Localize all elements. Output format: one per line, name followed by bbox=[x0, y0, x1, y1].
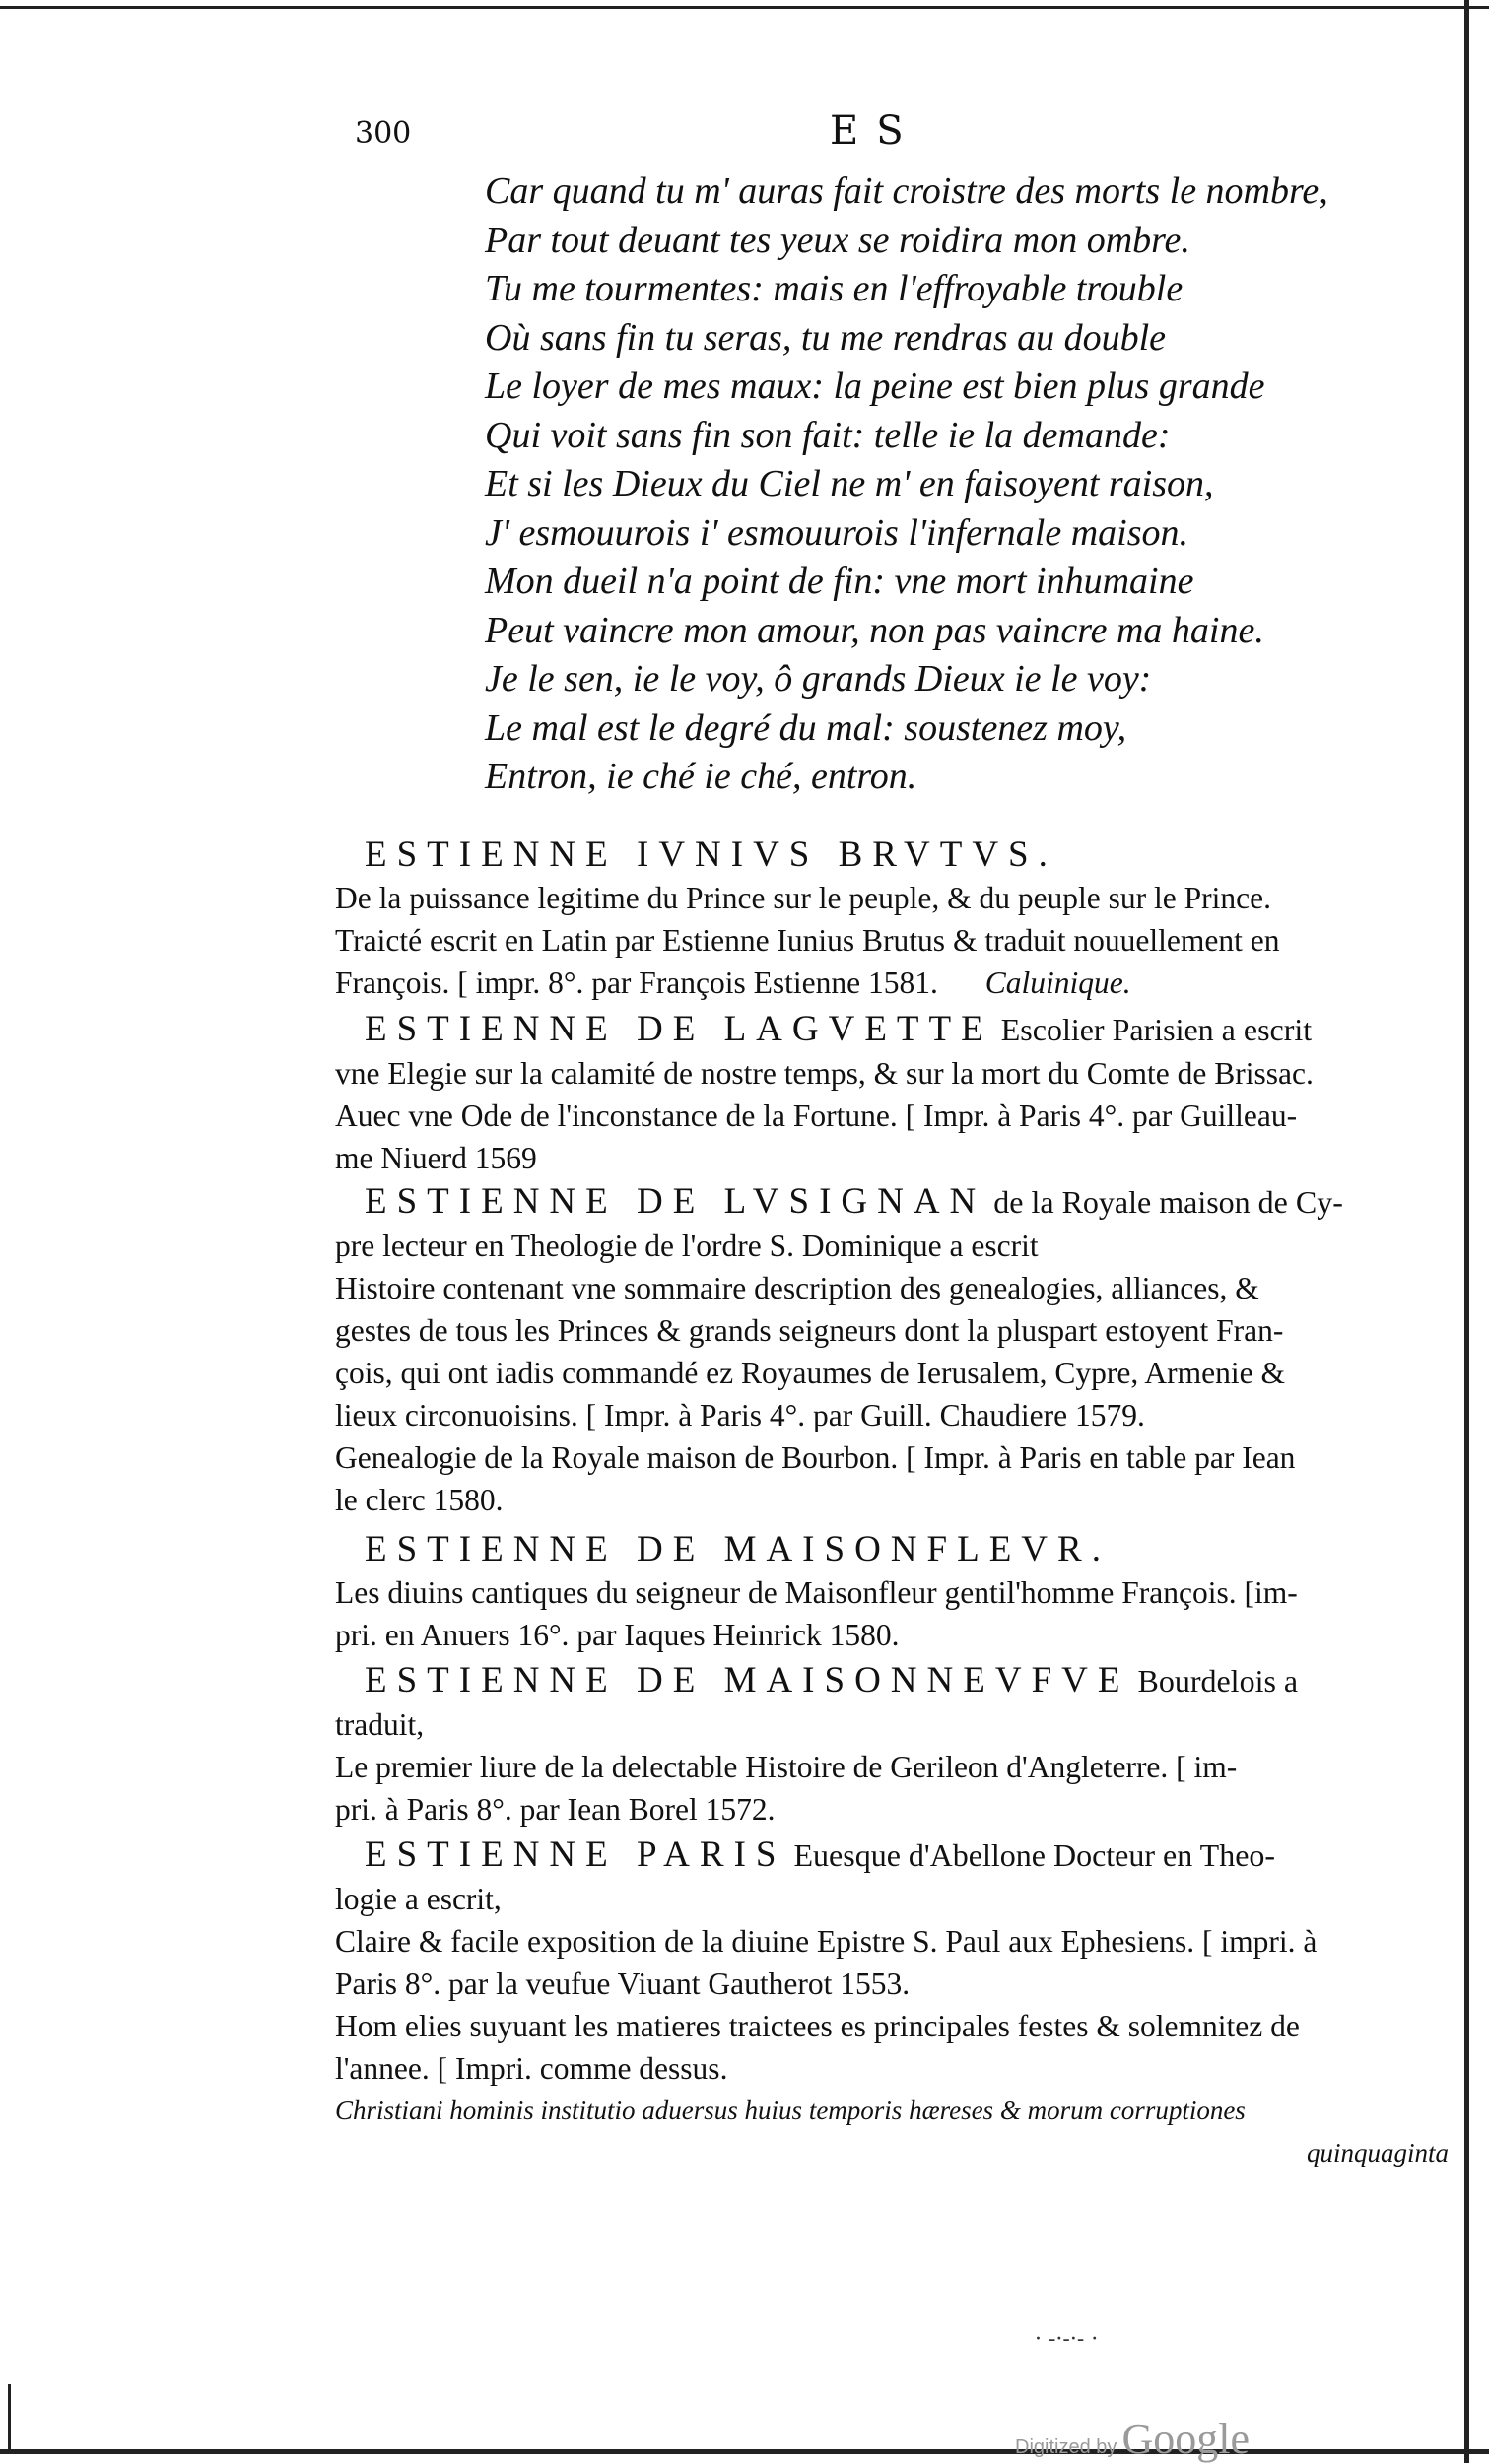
entry-line: Traicté escrit en Latin par Estienne Iunius Brutus & traduit nouuellement en bbox=[335, 923, 1280, 958]
entry-heading-name: ESTIENNE PARIS bbox=[365, 1834, 786, 1875]
entry-heading-trail: Euesque d'Abellone Docteur en Theo- bbox=[785, 1837, 1276, 1873]
entry-line: pri. à Paris 8°. par Iean Borel 1572. bbox=[335, 1792, 776, 1827]
entry-line: me Niuerd 1569 bbox=[335, 1141, 537, 1175]
entry-heading bbox=[335, 1179, 1458, 1225]
entry-line: Claire & facile exposition de la diuine Epistre S. Paul aux Ephesiens. [ impri. à bbox=[335, 1924, 1318, 1959]
entry-estienne-de-maisonfleur bbox=[335, 1527, 1458, 1656]
entry-estienne-de-lusignan bbox=[335, 1179, 1458, 1521]
watermark-small-text: Digitized by bbox=[1015, 2436, 1117, 2458]
entry-line: l'annee. [ Impri. comme dessus. bbox=[335, 2051, 728, 2086]
verse-line: Je le sen, ie le voy, ô grands Dieux ie le voy: bbox=[485, 658, 1152, 699]
verse-line: Et si les Dieux du Ciel ne m' en faisoyent raison, bbox=[485, 463, 1214, 504]
entry-heading-name: ESTIENNE DE LVSIGNAN bbox=[365, 1181, 986, 1222]
entry-latin-line: Christiani hominis institutio aduersus huius temporis hæreses & morum corruptiones bbox=[335, 2096, 1246, 2125]
entry-estienne-de-laguette bbox=[335, 1007, 1458, 1179]
entry-line: Genealogie de la Royale maison de Bourbon. [ Impr. à Paris en table par Iean bbox=[335, 1440, 1296, 1475]
entry-heading-trail: Escolier Parisien a escrit bbox=[992, 1012, 1313, 1047]
entry-estienne-iunius-brutus bbox=[335, 832, 1458, 1004]
entry-line: Auec vne Ode de l'inconstance de la Fortune. [ Impr. à Paris 4°. par Guilleau- bbox=[335, 1099, 1298, 1133]
entry-heading bbox=[335, 1832, 1458, 1878]
verse-line: Où sans fin tu seras, tu me rendras au double bbox=[485, 316, 1167, 359]
entry-heading-name: ESTIENNE DE MAISONNEVFVE bbox=[365, 1660, 1130, 1700]
entry-heading-trail: Bourdelois a bbox=[1129, 1663, 1299, 1698]
entry-heading bbox=[335, 1007, 1458, 1052]
entry-line: pri. en Anuers 16°. par Iaques Heinrick 1580. bbox=[335, 1618, 900, 1652]
verse-line: Qui voit sans fin son fait: telle ie la demande: bbox=[485, 414, 1171, 456]
entry-heading-trail: de la Royale maison de Cy- bbox=[985, 1184, 1343, 1220]
page-number: 300 bbox=[355, 116, 412, 151]
page-border-right bbox=[1464, 0, 1469, 2463]
entry-latin-line: quinquaginta bbox=[1306, 2138, 1449, 2167]
poem-verse bbox=[485, 167, 1328, 802]
entry-line: çois, qui ont iadis commandé ez Royaumes de Ierusalem, Cypre, Armenie & bbox=[335, 1356, 1285, 1390]
entry-estienne-paris bbox=[335, 1832, 1458, 2174]
entry-line: vne Elegie sur la calamité de nostre temps, & sur la mort du Comte de Brissac. bbox=[335, 1056, 1314, 1091]
verse-line: Le mal est le degré du mal: soustenez moy, bbox=[485, 706, 1127, 749]
page-border-top bbox=[0, 6, 1489, 9]
printer-ornament: · ‑·‑·‑ · bbox=[1035, 2327, 1099, 2352]
entry-line: Hom elies suyuant les matieres traictees es principales festes & solemnitez de bbox=[335, 2009, 1300, 2043]
digitized-watermark bbox=[1015, 2414, 1250, 2464]
entry-heading: ESTIENNE IVNIVS BRVTVS. bbox=[365, 834, 1057, 875]
entry-estienne-de-maisonneufve bbox=[335, 1658, 1458, 1831]
verse-line: Entron, ie ché ie ché, entron. bbox=[485, 756, 917, 797]
entry-line: gestes de tous les Princes & grands seigneurs dont la pluspart estoyent Fran- bbox=[335, 1313, 1284, 1348]
entry-line: Le premier liure de la delectable Histoire de Gerileon d'Angleterre. [ im- bbox=[335, 1750, 1238, 1784]
entry-line: lieux circonuoisins. [ Impr. à Paris 4°. par Guill. Chaudiere 1579. bbox=[335, 1398, 1145, 1432]
watermark-logo-text: Google bbox=[1121, 2415, 1251, 2463]
entry-line: pre lecteur en Theologie de l'ordre S. Dominique a escrit bbox=[335, 1229, 1039, 1263]
entry-line: Paris 8°. par la veufue Viuant Gautherot 1553. bbox=[335, 1966, 911, 2001]
verse-line: Mon dueil n'a point de fin: vne mort inhumaine bbox=[485, 561, 1194, 602]
verse-line: Tu me tourmentes: mais en l'effroyable trouble bbox=[485, 268, 1184, 309]
entry-line: traduit, bbox=[335, 1707, 425, 1742]
entry-heading bbox=[335, 1658, 1458, 1703]
verse-line: Car quand tu m' auras fait croistre des morts le nombre, bbox=[485, 170, 1328, 212]
page-border-bottom bbox=[0, 2449, 1489, 2454]
entry-note: Caluinique. bbox=[984, 966, 1131, 1000]
entry-line: logie a escrit, bbox=[335, 1882, 502, 1916]
entry-line: Histoire contenant vne sommaire description des genealogies, alliances, & bbox=[335, 1271, 1259, 1305]
entry-line: Les diuins cantiques du seigneur de Maisonfleur gentil'homme François. [im- bbox=[335, 1575, 1298, 1610]
page-border-left bbox=[8, 2384, 11, 2453]
entry-line: De la puissance legitime du Prince sur le peuple, & du peuple sur le Prince. bbox=[335, 881, 1271, 915]
entry-heading: ESTIENNE DE MAISONFLEVR. bbox=[365, 1529, 1111, 1569]
entry-line bbox=[335, 962, 1458, 1004]
verse-line: Par tout deuant tes yeux se roidira mon ombre. bbox=[485, 219, 1190, 261]
verse-line: Le loyer de mes maux: la peine est bien plus grande bbox=[485, 366, 1265, 407]
entry-line: le clerc 1580. bbox=[335, 1483, 504, 1517]
verse-line: J' esmouurois i' esmouurois l'infernale maison. bbox=[485, 511, 1188, 554]
entry-heading-name: ESTIENNE DE LAGVETTE bbox=[365, 1009, 993, 1049]
verse-line: Peut vaincre mon amour, non pas vaincre ma haine. bbox=[485, 609, 1264, 651]
entry-line-text: François. [ impr. 8°. par François Estienne 1581. bbox=[335, 966, 938, 1000]
running-head: ES bbox=[830, 108, 921, 154]
